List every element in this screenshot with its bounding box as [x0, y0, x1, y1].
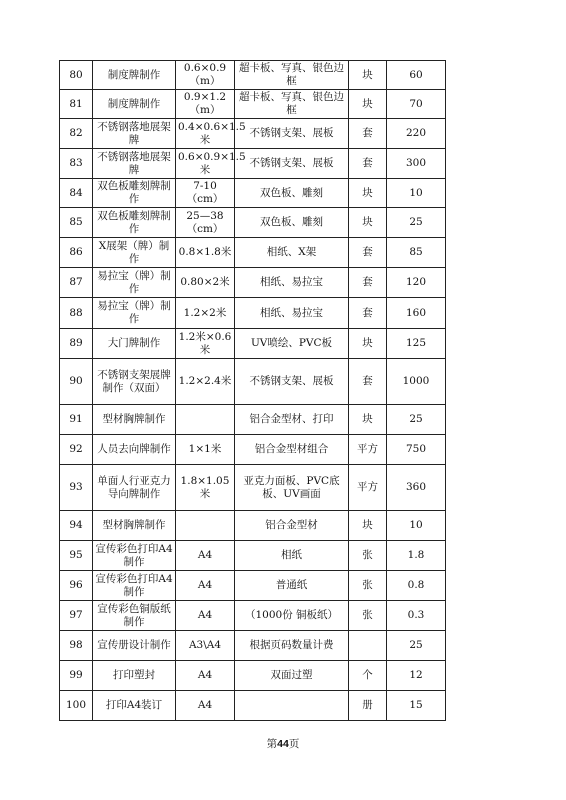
cell-no: 94	[60, 511, 93, 541]
cell-no: 96	[60, 571, 93, 601]
cell-name: 宣传彩色打印A4制作	[93, 541, 176, 571]
cell-no: 86	[60, 238, 93, 268]
cell-no: 100	[60, 691, 93, 721]
price-table-body	[60, 61, 446, 721]
cell-no: 93	[60, 465, 93, 511]
cell-unit: 套	[349, 268, 387, 298]
cell-spec: A4	[176, 691, 235, 721]
cell-unit: 张	[349, 601, 387, 631]
cell-name: 易拉宝（牌）制作	[93, 268, 176, 298]
page-number: 44	[277, 738, 289, 750]
cell-material: 双色板、雕刻	[235, 179, 349, 208]
cell-name: 双色板雕刻牌制作	[93, 179, 176, 208]
cell-unit: 块	[349, 405, 387, 435]
page-suffix: 页	[288, 738, 300, 750]
cell-material: 相纸	[235, 541, 349, 571]
cell-material: 双色板、雕刻	[235, 208, 349, 238]
table-row	[60, 90, 446, 119]
cell-material: 相纸、X架	[235, 238, 349, 268]
cell-material: 不锈钢支架、展板	[235, 119, 349, 149]
page-footer	[0, 736, 566, 751]
cell-spec: 1.2米×0.6米	[176, 329, 235, 359]
cell-no: 95	[60, 541, 93, 571]
cell-spec: 0.80×2米	[176, 268, 235, 298]
cell-price: 300	[387, 149, 446, 179]
cell-material: 铝合金型材、打印	[235, 405, 349, 435]
cell-unit: 套	[349, 238, 387, 268]
cell-spec: A4	[176, 661, 235, 691]
cell-no: 84	[60, 179, 93, 208]
cell-name: 宣传彩色铜版纸制作	[93, 601, 176, 631]
cell-price: 750	[387, 435, 446, 465]
table-row	[60, 601, 446, 631]
cell-material: 相纸、易拉宝	[235, 268, 349, 298]
cell-material: 亚克力面板、PVC底板、UV画面	[235, 465, 349, 511]
cell-name: 大门牌制作	[93, 329, 176, 359]
table-row	[60, 541, 446, 571]
cell-material: 铝合金型材	[235, 511, 349, 541]
table-row	[60, 119, 446, 149]
cell-unit: 块	[349, 90, 387, 119]
cell-material: 双面过塑	[235, 661, 349, 691]
cell-name: 制度牌制作	[93, 61, 176, 90]
table-row	[60, 268, 446, 298]
cell-price: 60	[387, 61, 446, 90]
cell-unit: 套	[349, 149, 387, 179]
cell-material: UV喷绘、PVC板	[235, 329, 349, 359]
cell-price: 25	[387, 631, 446, 661]
cell-spec: 0.8×1.8米	[176, 238, 235, 268]
cell-unit: 平方	[349, 465, 387, 511]
cell-name: 型材胸牌制作	[93, 405, 176, 435]
cell-unit: 套	[349, 298, 387, 329]
cell-price: 25	[387, 405, 446, 435]
cell-material: 相纸、易拉宝	[235, 298, 349, 329]
cell-unit: 块	[349, 61, 387, 90]
table-row	[60, 435, 446, 465]
cell-unit	[349, 631, 387, 661]
cell-unit: 个	[349, 661, 387, 691]
table-row	[60, 661, 446, 691]
cell-material: 超卡板、写真、银色边框	[235, 61, 349, 90]
cell-name: 打印塑封	[93, 661, 176, 691]
table-row	[60, 571, 446, 601]
table-row	[60, 61, 446, 90]
cell-unit: 平方	[349, 435, 387, 465]
cell-spec: 7-10（cm）	[176, 179, 235, 208]
cell-no: 85	[60, 208, 93, 238]
cell-no: 81	[60, 90, 93, 119]
cell-name: 易拉宝（牌）制作	[93, 298, 176, 329]
cell-material: （1000份 铜板纸）	[235, 601, 349, 631]
cell-unit: 块	[349, 511, 387, 541]
cell-name: 宣传彩色打印A4制作	[93, 571, 176, 601]
cell-name: 宣传册设计制作	[93, 631, 176, 661]
cell-unit: 套	[349, 119, 387, 149]
cell-material: 根据页码数量计费	[235, 631, 349, 661]
cell-price: 1000	[387, 359, 446, 405]
cell-no: 98	[60, 631, 93, 661]
cell-unit: 块	[349, 329, 387, 359]
cell-price: 10	[387, 179, 446, 208]
cell-name: 人员去向牌制作	[93, 435, 176, 465]
cell-unit: 张	[349, 571, 387, 601]
table-row	[60, 359, 446, 405]
table-row	[60, 465, 446, 511]
cell-spec	[176, 511, 235, 541]
cell-price: 220	[387, 119, 446, 149]
cell-name: 型材胸牌制作	[93, 511, 176, 541]
cell-price: 1.8	[387, 541, 446, 571]
table-row	[60, 208, 446, 238]
cell-name: 双色板雕刻牌制作	[93, 208, 176, 238]
cell-spec: 0.6×0.9×1.5米	[176, 149, 235, 179]
cell-material: 不锈钢支架、展板	[235, 359, 349, 405]
cell-spec: 0.4×0.6×1.5米	[176, 119, 235, 149]
cell-no: 92	[60, 435, 93, 465]
table-row	[60, 298, 446, 329]
cell-price: 0.3	[387, 601, 446, 631]
cell-no: 89	[60, 329, 93, 359]
cell-price: 12	[387, 661, 446, 691]
cell-unit: 张	[349, 541, 387, 571]
table-row	[60, 631, 446, 661]
cell-price: 70	[387, 90, 446, 119]
cell-name: 单面人行亚克力导向牌制作	[93, 465, 176, 511]
cell-name: 制度牌制作	[93, 90, 176, 119]
cell-no: 82	[60, 119, 93, 149]
cell-price: 125	[387, 329, 446, 359]
table-row	[60, 511, 446, 541]
cell-no: 99	[60, 661, 93, 691]
table-row	[60, 238, 446, 268]
table-row	[60, 179, 446, 208]
cell-unit: 块	[349, 179, 387, 208]
cell-price: 85	[387, 238, 446, 268]
cell-price: 25	[387, 208, 446, 238]
cell-spec: 1.8×1.05米	[176, 465, 235, 511]
price-table	[59, 60, 446, 721]
table-row	[60, 691, 446, 721]
cell-material: 不锈钢支架、展板	[235, 149, 349, 179]
cell-material	[235, 691, 349, 721]
cell-spec: 1.2×2米	[176, 298, 235, 329]
cell-price: 0.8	[387, 571, 446, 601]
table-row	[60, 149, 446, 179]
cell-no: 91	[60, 405, 93, 435]
cell-no: 80	[60, 61, 93, 90]
cell-material: 铝合金型材组合	[235, 435, 349, 465]
cell-spec: 0.6×0.9（m）	[176, 61, 235, 90]
cell-no: 90	[60, 359, 93, 405]
cell-material: 超卡板、写真、银色边框	[235, 90, 349, 119]
cell-spec: A4	[176, 571, 235, 601]
cell-no: 97	[60, 601, 93, 631]
cell-name: 不锈钢落地展架牌	[93, 149, 176, 179]
cell-name: 不锈钢支架展牌制作（双面）	[93, 359, 176, 405]
cell-spec: 25—38（cm）	[176, 208, 235, 238]
cell-name: 不锈钢落地展架牌	[93, 119, 176, 149]
cell-spec: 1.2×2.4米	[176, 359, 235, 405]
cell-unit: 册	[349, 691, 387, 721]
cell-name: 打印A4装订	[93, 691, 176, 721]
cell-material: 普通纸	[235, 571, 349, 601]
table-row	[60, 329, 446, 359]
cell-price: 160	[387, 298, 446, 329]
cell-spec: 1×1米	[176, 435, 235, 465]
cell-unit: 块	[349, 208, 387, 238]
cell-spec: A4	[176, 601, 235, 631]
cell-spec: A4	[176, 541, 235, 571]
table-row	[60, 405, 446, 435]
cell-price: 360	[387, 465, 446, 511]
cell-price: 10	[387, 511, 446, 541]
cell-price: 120	[387, 268, 446, 298]
cell-spec: 0.9×1.2（m）	[176, 90, 235, 119]
cell-unit: 套	[349, 359, 387, 405]
cell-no: 88	[60, 298, 93, 329]
cell-name: X展架（牌）制作	[93, 238, 176, 268]
cell-no: 87	[60, 268, 93, 298]
page-prefix: 第	[266, 738, 278, 750]
cell-price: 15	[387, 691, 446, 721]
cell-spec	[176, 405, 235, 435]
cell-spec: A3\A4	[176, 631, 235, 661]
cell-no: 83	[60, 149, 93, 179]
